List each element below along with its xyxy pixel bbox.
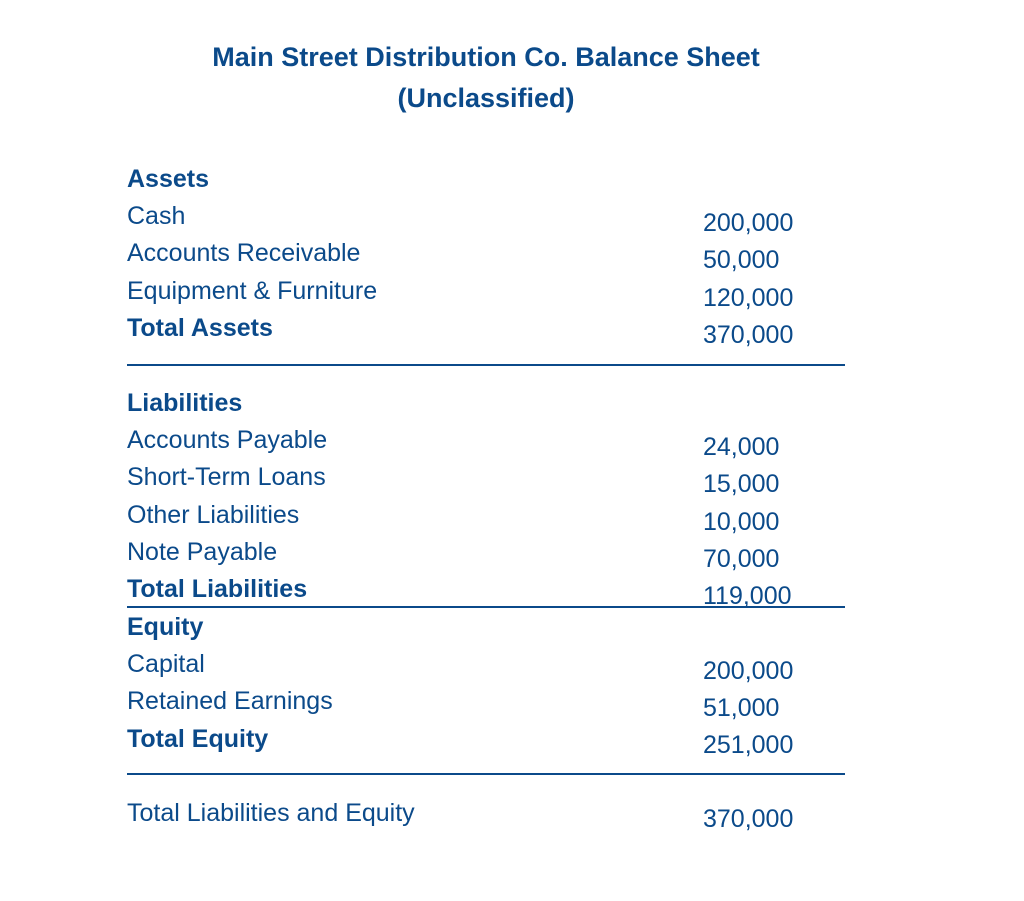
total-liabilities-amount: 119,000 bbox=[703, 582, 792, 610]
liability-payable-label: Accounts Payable bbox=[127, 426, 328, 454]
asset-receivable-amount: 50,000 bbox=[703, 246, 780, 274]
total-liabilities-label: Total Liabilities bbox=[127, 575, 308, 603]
assets-divider bbox=[127, 364, 845, 366]
asset-cash-label: Cash bbox=[127, 202, 186, 230]
equity-capital-label: Capital bbox=[127, 650, 205, 678]
equity-retained-label: Retained Earnings bbox=[127, 687, 333, 715]
asset-equipment-amount: 120,000 bbox=[703, 284, 794, 312]
assets-heading: Assets bbox=[127, 165, 209, 193]
liability-other-label: Other Liabilities bbox=[127, 501, 300, 529]
asset-equipment-label: Equipment & Furniture bbox=[127, 277, 378, 305]
total-equity-amount: 251,000 bbox=[703, 731, 794, 759]
page-subtitle: (Unclassified) bbox=[397, 83, 575, 113]
liabilities-divider bbox=[127, 606, 845, 608]
total-assets-label: Total Assets bbox=[127, 314, 273, 342]
total-assets-amount: 370,000 bbox=[703, 321, 794, 349]
liability-note-amount: 70,000 bbox=[703, 545, 780, 573]
asset-receivable-label: Accounts Receivable bbox=[127, 239, 361, 267]
page-title: Main Street Distribution Co. Balance Sheet bbox=[212, 42, 760, 72]
liability-loans-label: Short-Term Loans bbox=[127, 463, 326, 491]
liability-payable-amount: 24,000 bbox=[703, 433, 780, 461]
equity-retained-amount: 51,000 bbox=[703, 694, 780, 722]
total-equity-label: Total Equity bbox=[127, 725, 269, 753]
total-liabilities-equity-label: Total Liabilities and Equity bbox=[127, 799, 415, 827]
liability-note-label: Note Payable bbox=[127, 538, 278, 566]
liabilities-heading: Liabilities bbox=[127, 389, 243, 417]
asset-cash-amount: 200,000 bbox=[703, 209, 794, 237]
equity-divider bbox=[127, 773, 845, 775]
equity-capital-amount: 200,000 bbox=[703, 657, 794, 685]
equity-heading: Equity bbox=[127, 613, 204, 641]
liability-loans-amount: 15,000 bbox=[703, 470, 780, 498]
total-liabilities-equity-amount: 370,000 bbox=[703, 805, 794, 833]
liability-other-amount: 10,000 bbox=[703, 508, 780, 536]
